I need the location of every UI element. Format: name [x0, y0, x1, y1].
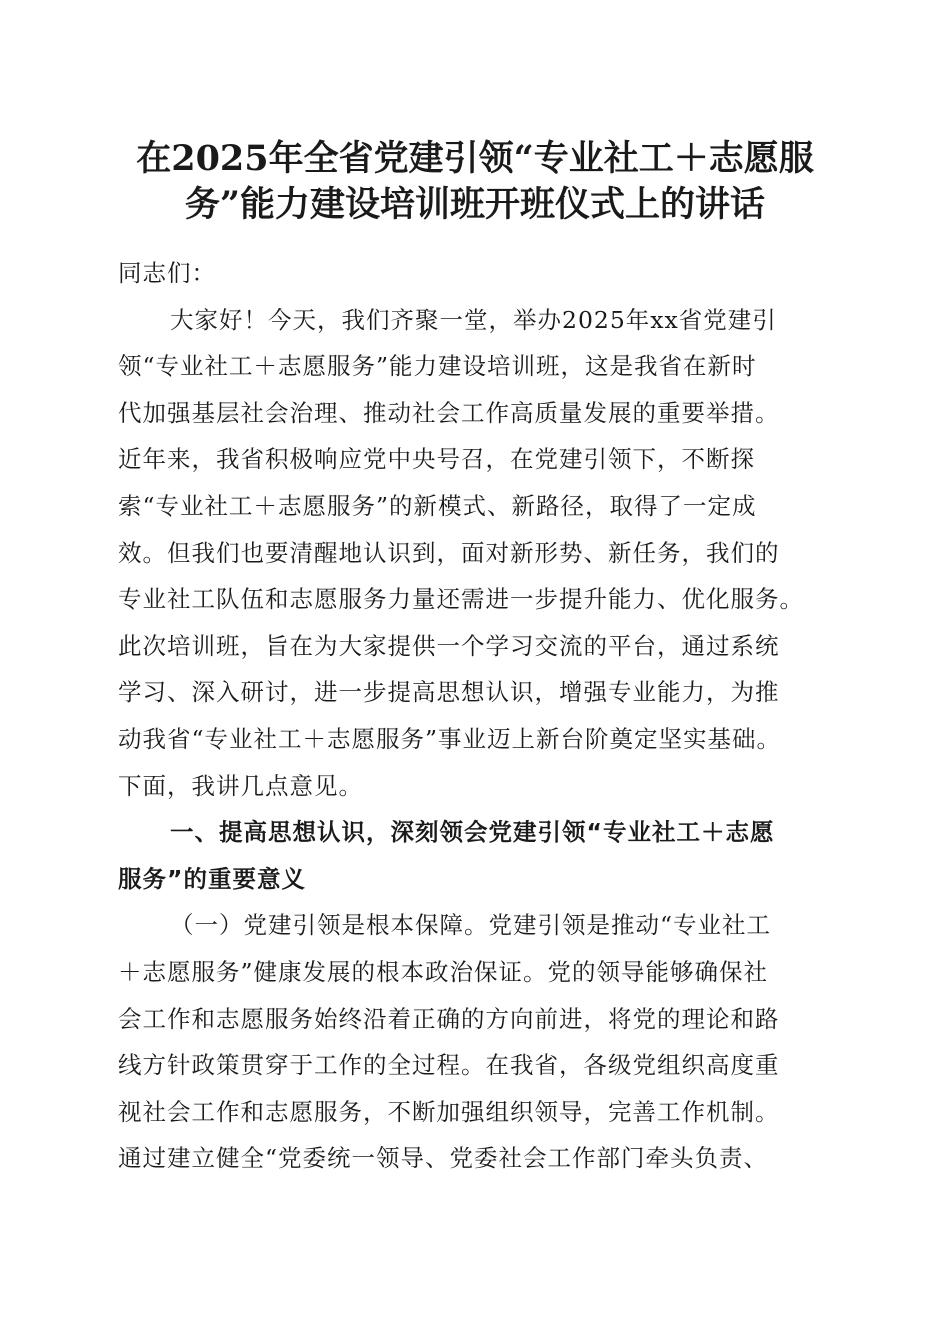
section-heading-line: 服务”的重要意义: [118, 864, 306, 893]
document-title: [100, 136, 850, 228]
section-heading-1: [118, 809, 838, 902]
paragraph-line: 索“专业社工＋志愿服务”的新模式、新路径，取得了一定成: [118, 491, 757, 520]
paragraph-line: 领“专业社工＋志愿服务”能力建设培训班，这是我省在新时: [118, 352, 757, 381]
paragraph-line: 视社会工作和志愿服务，不断加强组织领导，完善工作机制。: [118, 1097, 780, 1126]
salutation: 同志们：: [118, 259, 216, 287]
paragraph-line: （一）党建引领是根本保障。党建引领是推动“专业社工: [170, 911, 772, 940]
paragraph-line: 会工作和志愿服务始终沿着正确的方向前进，将党的理论和路: [118, 1004, 780, 1033]
section-heading-line: 一、提高思想认识，深刻领会党建引领“专业社工＋志愿: [170, 818, 775, 847]
paragraph-line: 近年来，我省积极响应党中央号召，在党建引领下，不断探: [118, 445, 755, 474]
paragraph-line: 此次培训班，旨在为大家提供一个学习交流的平台，通过系统: [118, 631, 780, 660]
paragraph-line: 效。但我们也要清醒地认识到，面对新形势、新任务，我们的: [118, 538, 780, 567]
paragraph-line: 专业社工队伍和志愿服务力量还需进一步提升能力、优化服务。: [118, 585, 804, 614]
paragraph-intro: [118, 297, 838, 810]
paragraph-line: 代加强基层社会治理、推动社会工作高质量发展的重要举措。: [118, 398, 780, 427]
paragraph-line: 学习、深入研讨，进一步提高思想认识，增强专业能力，为推: [118, 678, 780, 707]
paragraph-line: ＋志愿服务”健康发展的根本政治保证。党的领导能够确保社: [118, 957, 769, 986]
document-body: [118, 250, 838, 1182]
paragraph-line: 通过建立健全“党委统一领导、党委社会工作部门牵头负责、: [118, 1144, 769, 1173]
title-line-1: 在2025年全省党建引领“专业社工＋志愿服: [136, 138, 814, 179]
subsection-1: [118, 902, 838, 1182]
paragraph-line: 大家好！今天，我们齐聚一堂，举办2025年xx省党建引: [170, 305, 777, 334]
paragraph-line: 下面，我讲几点意见。: [118, 771, 363, 800]
paragraph-line: 线方针政策贯穿于工作的全过程。在我省，各级党组织高度重: [118, 1051, 780, 1080]
paragraph-line: 动我省“专业社工＋志愿服务”事业迈上新台阶奠定坚实基础。: [118, 724, 782, 753]
title-line-2: 务”能力建设培训班开班仪式上的讲话: [184, 184, 766, 225]
